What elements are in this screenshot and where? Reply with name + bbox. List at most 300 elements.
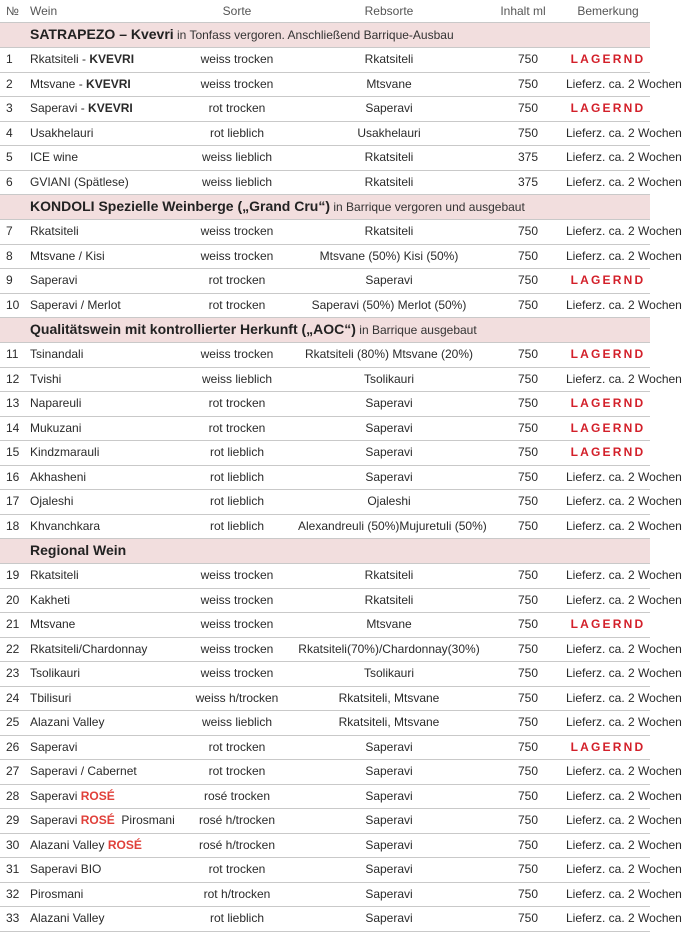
cell-inhalt: 750 [480, 907, 566, 932]
cell-rebsorte: Rkatsiteli, Mtsvane [298, 686, 480, 711]
cell-inhalt: 750 [480, 686, 566, 711]
cell-wein [26, 858, 176, 883]
status-lagernd: LAGERND [570, 52, 646, 67]
cell-rebsorte: Rkatsiteli(70%)/Chardonnay(30%) [298, 637, 480, 662]
wein-name: Alazani Valley [30, 715, 105, 730]
table-row [0, 72, 650, 97]
cell-bemerkung [566, 514, 682, 539]
cell-bemerkung [566, 588, 682, 613]
cell-inhalt: 750 [480, 784, 566, 809]
cell-wein [26, 662, 176, 687]
table-row [0, 564, 650, 589]
status-lieferzeit: Lieferz. ca. 2 Wochen [566, 813, 682, 828]
cell-wein: Rkatsiteli - KVEVRI [26, 48, 176, 73]
table-row [0, 392, 650, 417]
col-header-rebsorte: Rebsorte [298, 0, 480, 23]
cell-wein [26, 465, 176, 490]
status-lieferzeit: Lieferz. ca. 2 Wochen [566, 764, 682, 779]
cell-wein: Mtsvane - KVEVRI [26, 72, 176, 97]
cell-nr: 29 [0, 809, 26, 834]
cell-nr: 26 [0, 735, 26, 760]
cell-bemerkung [566, 293, 682, 318]
section-header [0, 539, 650, 564]
cell-bemerkung [566, 735, 650, 760]
cell-sorte: rosé h/trocken [176, 809, 298, 834]
cell-rebsorte: Rkatsiteli [298, 588, 480, 613]
cell-rebsorte: Rkatsiteli (80%) Mtsvane (20%) [298, 343, 480, 368]
status-lieferzeit: Lieferz. ca. 2 Wochen [566, 248, 682, 263]
cell-rebsorte: Saperavi [298, 735, 480, 760]
wein-name: Rkatsiteli/Chardonnay [30, 641, 148, 656]
wein-name: ICE wine [30, 150, 79, 165]
cell-nr: 3 [0, 97, 26, 122]
cell-bemerkung [566, 48, 650, 73]
cell-rebsorte: Tsolikauri [298, 662, 480, 687]
cell-wein [26, 613, 176, 638]
cell-rebsorte: Mtsvane [298, 72, 480, 97]
section-header [0, 195, 650, 220]
wein-name: Ojaleshi [30, 494, 74, 509]
table-row [0, 244, 650, 269]
cell-inhalt: 750 [480, 244, 566, 269]
cell-inhalt: 750 [480, 760, 566, 785]
section-header [0, 23, 650, 48]
cell-bemerkung [566, 343, 650, 368]
cell-inhalt: 750 [480, 809, 566, 834]
cell-inhalt: 750 [480, 514, 566, 539]
col-header-nr: № [0, 0, 26, 23]
wein-rose-tag: ROSÉ [80, 788, 115, 803]
wein-name: Tbilisuri [30, 690, 72, 705]
cell-wein [26, 367, 176, 392]
cell-rebsorte: Saperavi [298, 416, 480, 441]
cell-bemerkung [566, 367, 682, 392]
cell-bemerkung [566, 170, 682, 195]
wein-name: Khvanchkara [30, 518, 101, 533]
cell-rebsorte: Saperavi [298, 907, 480, 932]
cell-inhalt: 750 [480, 711, 566, 736]
cell-wein [26, 711, 176, 736]
cell-inhalt: 750 [480, 97, 566, 122]
wein-name: Saperavi [30, 739, 78, 754]
wein-name: Mtsvane [30, 617, 76, 632]
wein-name: Mtsvane [30, 76, 76, 91]
status-lagernd: LAGERND [570, 617, 646, 632]
cell-rebsorte: Saperavi [298, 858, 480, 883]
wein-name: Usakhelauri [30, 125, 94, 140]
status-lieferzeit: Lieferz. ca. 2 Wochen [566, 592, 682, 607]
cell-bemerkung [566, 244, 682, 269]
cell-sorte: rot trocken [176, 735, 298, 760]
status-lagernd: LAGERND [570, 273, 646, 288]
cell-nr: 9 [0, 269, 26, 294]
cell-wein [26, 170, 176, 195]
cell-rebsorte: Saperavi [298, 97, 480, 122]
cell-sorte: rosé trocken [176, 784, 298, 809]
cell-wein [26, 490, 176, 515]
cell-sorte: rot trocken [176, 392, 298, 417]
cell-rebsorte: Rkatsiteli [298, 48, 480, 73]
cell-wein [26, 514, 176, 539]
cell-wein [26, 784, 176, 809]
cell-inhalt: 750 [480, 882, 566, 907]
cell-nr: 2 [0, 72, 26, 97]
section-note: in Tonfass vergoren. Anschließend Barrique-Ausbau [173, 28, 454, 42]
col-header-sorte: Sorte [176, 0, 298, 23]
table-row [0, 97, 650, 122]
cell-nr: 17 [0, 490, 26, 515]
cell-bemerkung [566, 441, 650, 466]
cell-sorte: rot lieblich [176, 465, 298, 490]
col-header-bemerkung: Bemerkung [566, 0, 650, 23]
status-lieferzeit: Lieferz. ca. 2 Wochen [566, 469, 682, 484]
wein-name: Kindzmarauli [30, 445, 100, 460]
cell-sorte: rot trocken [176, 293, 298, 318]
cell-sorte: rot trocken [176, 97, 298, 122]
status-lieferzeit: Lieferz. ca. 2 Wochen [566, 174, 682, 189]
wein-name: Saperavi [30, 273, 78, 288]
cell-rebsorte: Rkatsiteli [298, 564, 480, 589]
table-row [0, 686, 650, 711]
cell-inhalt: 750 [480, 48, 566, 73]
table-row [0, 170, 650, 195]
cell-wein [26, 146, 176, 171]
cell-nr: 32 [0, 882, 26, 907]
wein-name: Saperavi / Merlot [30, 297, 121, 312]
cell-inhalt: 750 [480, 343, 566, 368]
cell-wein [26, 882, 176, 907]
cell-nr: 25 [0, 711, 26, 736]
status-lieferzeit: Lieferz. ca. 2 Wochen [566, 837, 682, 852]
table-row [0, 882, 650, 907]
table-row [0, 367, 650, 392]
table-row [0, 907, 650, 932]
cell-wein [26, 735, 176, 760]
cell-sorte: weiss lieblich [176, 170, 298, 195]
cell-rebsorte: Tsolikauri [298, 367, 480, 392]
status-lieferzeit: Lieferz. ca. 2 Wochen [566, 125, 682, 140]
status-lagernd: LAGERND [570, 101, 646, 116]
cell-bemerkung [566, 809, 682, 834]
table-row [0, 146, 650, 171]
cell-nr: 33 [0, 907, 26, 932]
cell-sorte: weiss trocken [176, 662, 298, 687]
cell-wein [26, 588, 176, 613]
section-title: KONDOLI Spezielle Weinberge („Grand Cru“) [30, 198, 331, 214]
table-row [0, 613, 650, 638]
cell-inhalt: 750 [480, 293, 566, 318]
cell-inhalt: 750 [480, 465, 566, 490]
cell-rebsorte: Ojaleshi [298, 490, 480, 515]
cell-bemerkung [566, 392, 650, 417]
table-row [0, 465, 650, 490]
cell-sorte: weiss trocken [176, 244, 298, 269]
wein-name: Akhasheni [30, 469, 87, 484]
cell-nr: 28 [0, 784, 26, 809]
cell-rebsorte: Saperavi [298, 441, 480, 466]
cell-nr: 30 [0, 833, 26, 858]
table-row [0, 833, 650, 858]
wein-name: Rkatsiteli [30, 568, 79, 583]
status-lagernd: LAGERND [570, 739, 646, 754]
cell-sorte: weiss h/trocken [176, 686, 298, 711]
section-cell [0, 539, 650, 564]
cell-nr: 8 [0, 244, 26, 269]
cell-wein [26, 760, 176, 785]
section-title: SATRAPEZO – Kvevri [30, 26, 174, 42]
table-row [0, 343, 650, 368]
wein-name: GVIANI (Spätlese) [30, 174, 129, 189]
cell-rebsorte: Saperavi [298, 392, 480, 417]
wein-name: Napareuli [30, 396, 82, 411]
section-cell [0, 195, 650, 220]
cell-nr: 12 [0, 367, 26, 392]
status-lieferzeit: Lieferz. ca. 2 Wochen [566, 886, 682, 901]
cell-nr: 16 [0, 465, 26, 490]
section-title: Regional Wein [30, 542, 127, 558]
status-lieferzeit: Lieferz. ca. 2 Wochen [566, 297, 682, 312]
section-title: Qualitätswein mit kontrollierter Herkunft („AOC“) [30, 321, 356, 337]
status-lieferzeit: Lieferz. ca. 2 Wochen [566, 518, 682, 533]
status-lieferzeit: Lieferz. ca. 2 Wochen [566, 150, 682, 165]
wein-kvevri-tag: KVEVRI [88, 101, 133, 116]
wein-name: Mukuzani [30, 420, 82, 435]
status-lieferzeit: Lieferz. ca. 2 Wochen [566, 224, 682, 239]
cell-wein [26, 637, 176, 662]
cell-nr: 14 [0, 416, 26, 441]
wein-kvevri-tag: KVEVRI [89, 52, 135, 67]
wein-name: Rkatsiteli [30, 52, 79, 67]
table-row [0, 416, 650, 441]
status-lieferzeit: Lieferz. ca. 2 Wochen [566, 666, 682, 681]
cell-rebsorte: Saperavi [298, 833, 480, 858]
cell-inhalt: 750 [480, 392, 566, 417]
cell-rebsorte: Saperavi [298, 809, 480, 834]
cell-rebsorte: Usakhelauri [298, 121, 480, 146]
wein-rose-tag: ROSÉ [107, 837, 142, 852]
cell-rebsorte: Saperavi [298, 465, 480, 490]
cell-wein [26, 686, 176, 711]
status-lieferzeit: Lieferz. ca. 2 Wochen [566, 494, 682, 509]
cell-wein [26, 809, 176, 834]
cell-bemerkung [566, 613, 650, 638]
wein-name: Saperavi [30, 101, 78, 116]
cell-bemerkung [566, 220, 682, 245]
section-note: in Barrique vergoren und ausgebaut [330, 200, 525, 214]
cell-inhalt: 750 [480, 220, 566, 245]
table-row [0, 662, 650, 687]
cell-inhalt: 750 [480, 858, 566, 883]
cell-bemerkung [566, 269, 650, 294]
status-lagernd: LAGERND [570, 445, 646, 460]
cell-wein [26, 343, 176, 368]
status-lieferzeit: Lieferz. ca. 2 Wochen [566, 641, 682, 656]
section-cell [0, 318, 650, 343]
cell-rebsorte: Saperavi [298, 882, 480, 907]
table-row [0, 48, 650, 73]
cell-wein [26, 244, 176, 269]
cell-wein [26, 293, 176, 318]
cell-sorte: rot lieblich [176, 441, 298, 466]
section-header [0, 318, 650, 343]
cell-sorte: rot trocken [176, 760, 298, 785]
cell-wein [26, 564, 176, 589]
cell-bemerkung [566, 784, 682, 809]
wein-name: Tvishi [30, 371, 62, 386]
wein-name-after: Pirosmani [121, 813, 175, 828]
table-row [0, 809, 650, 834]
cell-inhalt: 750 [480, 833, 566, 858]
section-note: in Barrique ausgebaut [355, 323, 477, 337]
cell-sorte: rot trocken [176, 416, 298, 441]
cell-rebsorte: Saperavi (50%) Merlot (50%) [298, 293, 480, 318]
status-lieferzeit: Lieferz. ca. 2 Wochen [566, 76, 682, 91]
col-header-inhalt: Inhalt ml [480, 0, 566, 23]
wein-name: Saperavi [30, 788, 78, 803]
cell-sorte: rot lieblich [176, 514, 298, 539]
table-row [0, 121, 650, 146]
cell-bemerkung [566, 146, 682, 171]
cell-wein [26, 833, 176, 858]
cell-bemerkung [566, 416, 650, 441]
wein-name: Alazani Valley [30, 837, 105, 852]
cell-inhalt: 750 [480, 490, 566, 515]
cell-bemerkung [566, 121, 682, 146]
cell-bemerkung [566, 97, 650, 122]
cell-sorte: weiss lieblich [176, 711, 298, 736]
status-lieferzeit: Lieferz. ca. 2 Wochen [566, 371, 682, 386]
cell-bemerkung [566, 858, 682, 883]
col-header-wein: Wein [26, 0, 176, 23]
table-row [0, 735, 650, 760]
cell-sorte: weiss trocken [176, 588, 298, 613]
cell-bemerkung [566, 711, 682, 736]
cell-wein [26, 392, 176, 417]
cell-rebsorte: Rkatsiteli [298, 220, 480, 245]
cell-inhalt: 750 [480, 637, 566, 662]
cell-wein [26, 416, 176, 441]
cell-sorte: rosé h/trocken [176, 833, 298, 858]
cell-nr: 5 [0, 146, 26, 171]
cell-nr: 23 [0, 662, 26, 687]
wein-kvevri-tag: KVEVRI [86, 76, 131, 91]
cell-sorte: weiss lieblich [176, 367, 298, 392]
header-row [0, 0, 650, 23]
cell-bemerkung [566, 662, 682, 687]
table-row [0, 760, 650, 785]
cell-bemerkung [566, 637, 682, 662]
cell-sorte: weiss lieblich [176, 146, 298, 171]
cell-sorte: rot trocken [176, 858, 298, 883]
cell-bemerkung [566, 564, 682, 589]
table-row [0, 490, 650, 515]
wein-name: Kakheti [30, 592, 71, 607]
cell-bemerkung [566, 760, 682, 785]
table-row [0, 637, 650, 662]
cell-rebsorte: Rkatsiteli [298, 146, 480, 171]
table-row [0, 269, 650, 294]
cell-inhalt: 750 [480, 588, 566, 613]
cell-nr: 4 [0, 121, 26, 146]
cell-rebsorte: Rkatsiteli [298, 170, 480, 195]
cell-bemerkung [566, 882, 682, 907]
table-row [0, 514, 650, 539]
cell-inhalt: 375 [480, 170, 566, 195]
cell-sorte: weiss trocken [176, 220, 298, 245]
wein-name: Tsolikauri [30, 666, 81, 681]
table-row [0, 220, 650, 245]
cell-wein [26, 441, 176, 466]
status-lieferzeit: Lieferz. ca. 2 Wochen [566, 788, 682, 803]
cell-inhalt: 750 [480, 269, 566, 294]
cell-inhalt: 750 [480, 564, 566, 589]
cell-wein [26, 269, 176, 294]
section-cell [0, 23, 650, 48]
cell-bemerkung [566, 465, 682, 490]
cell-wein: Saperavi - KVEVRI [26, 97, 176, 122]
cell-rebsorte: Mtsvane (50%) Kisi (50%) [298, 244, 480, 269]
cell-nr: 20 [0, 588, 26, 613]
table-body [0, 23, 682, 932]
cell-nr: 19 [0, 564, 26, 589]
cell-nr: 15 [0, 441, 26, 466]
cell-inhalt: 750 [480, 735, 566, 760]
cell-nr: 6 [0, 170, 26, 195]
wein-name: Mtsvane / Kisi [30, 248, 105, 263]
table-row [0, 784, 650, 809]
cell-inhalt: 750 [480, 416, 566, 441]
cell-rebsorte: Alexandreuli (50%)Mujuretuli (50%) [298, 514, 480, 539]
cell-bemerkung [566, 490, 682, 515]
table-row [0, 441, 650, 466]
cell-nr: 13 [0, 392, 26, 417]
cell-sorte: weiss trocken [176, 343, 298, 368]
cell-sorte: weiss trocken [176, 72, 298, 97]
cell-sorte: weiss trocken [176, 564, 298, 589]
cell-inhalt: 750 [480, 441, 566, 466]
cell-inhalt: 750 [480, 72, 566, 97]
cell-sorte: rot trocken [176, 269, 298, 294]
status-lieferzeit: Lieferz. ca. 2 Wochen [566, 862, 682, 877]
cell-sorte: weiss trocken [176, 48, 298, 73]
table-row [0, 711, 650, 736]
cell-nr: 10 [0, 293, 26, 318]
cell-nr: 31 [0, 858, 26, 883]
status-lieferzeit: Lieferz. ca. 2 Wochen [566, 911, 682, 926]
cell-wein [26, 121, 176, 146]
cell-rebsorte: Saperavi [298, 784, 480, 809]
wein-name: Pirosmani [30, 886, 84, 901]
cell-sorte: rot h/trocken [176, 882, 298, 907]
cell-nr: 1 [0, 48, 26, 73]
cell-inhalt: 750 [480, 367, 566, 392]
wein-rose-tag: ROSÉ [80, 813, 115, 828]
cell-inhalt: 750 [480, 121, 566, 146]
wein-name: Alazani Valley [30, 911, 105, 926]
table-row [0, 858, 650, 883]
cell-inhalt: 750 [480, 662, 566, 687]
wein-name: Saperavi / Cabernet [30, 764, 137, 779]
cell-rebsorte: Saperavi [298, 760, 480, 785]
cell-bemerkung [566, 686, 682, 711]
cell-wein [26, 220, 176, 245]
status-lagernd: LAGERND [570, 420, 646, 435]
cell-sorte: rot lieblich [176, 907, 298, 932]
cell-inhalt: 750 [480, 613, 566, 638]
cell-nr: 11 [0, 343, 26, 368]
cell-nr: 24 [0, 686, 26, 711]
wein-name: Rkatsiteli [30, 224, 79, 239]
